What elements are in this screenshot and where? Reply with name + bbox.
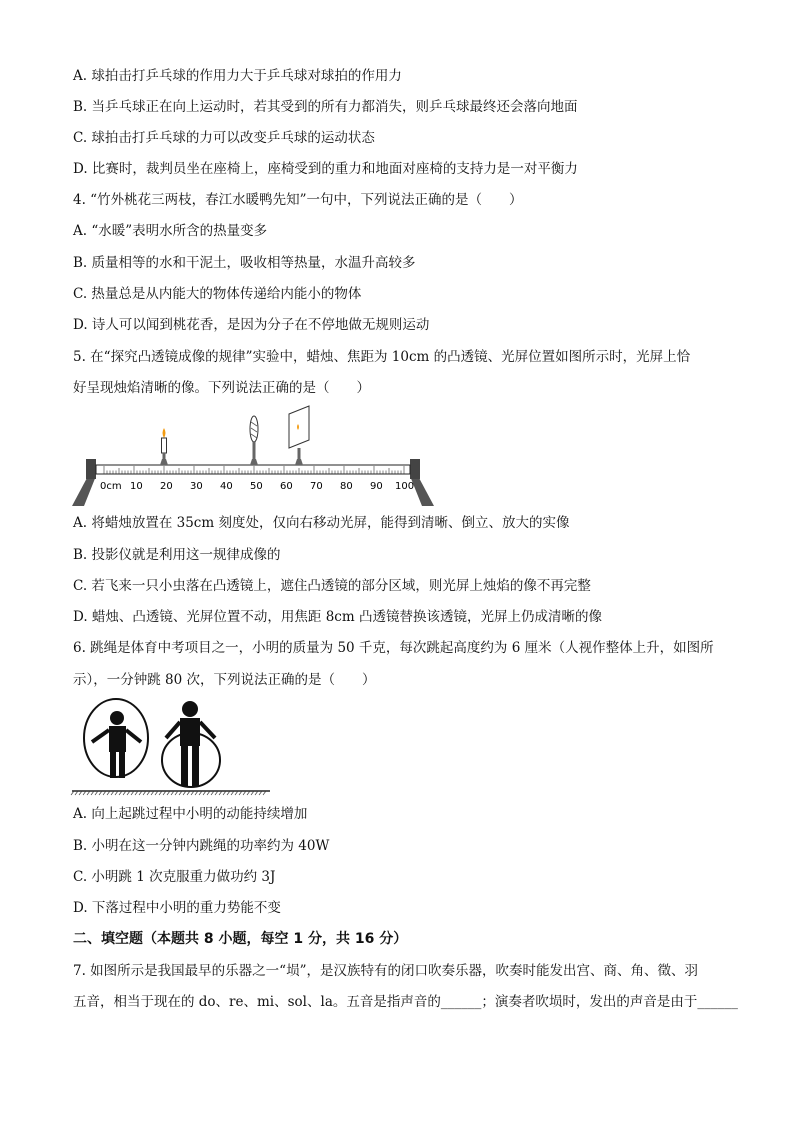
q6-stem-line2: 示），一分钟跳 80 次，下列说法正确的是（ ） (73, 672, 376, 688)
q3-option-a: A. 球拍击打乒乓球的作用力大于乒乓球对球拍的作用力 (73, 68, 402, 84)
q4-option-b: B. 质量相等的水和干泥土，吸收相等热量，水温升高较多 (73, 255, 416, 271)
bench-left-leg (72, 476, 96, 506)
q7-line2: 五音，相当于现在的 do、re、mi、sol、la。五音是指声音的______；演奏者吹埙时，发出的声音是由于______ (73, 994, 738, 1010)
q3-option-d: D. 比赛时，裁判员坐在座椅上，座椅受到的重力和地面对座椅的支持力是一对平衡力 (73, 161, 578, 177)
bench-right-end (410, 459, 420, 479)
ruler-label-10: 10 (130, 481, 143, 492)
ruler-label-30: 30 (190, 481, 203, 492)
q6-option-a: A. 向上起跳过程中小明的动能持续增加 (73, 806, 308, 822)
ruler-label-20: 20 (160, 481, 173, 492)
optical-bench-figure (70, 402, 440, 510)
bench-left-end (86, 459, 96, 479)
q5-option-b: B. 投影仪就是利用这一规律成像的 (73, 547, 281, 563)
ruler-label-90: 90 (370, 481, 383, 492)
ruler-label-50: 50 (250, 481, 263, 492)
q3-option-b: B. 当乒乓球正在向上运动时，若其受到的所有力都消失，则乒乓球最终还会落向地面 (73, 99, 578, 115)
q6-option-b: B. 小明在这一分钟内跳绳的功率约为 40W (73, 838, 330, 854)
q4-option-c: C. 热量总是从内能大的物体传递给内能小的物体 (73, 286, 362, 302)
jumper-rope-over-head (84, 699, 148, 778)
ruler-label-40: 40 (220, 481, 233, 492)
q6-option-d: D. 下落过程中小明的重力势能不变 (73, 900, 281, 916)
q4-stem: 4. “竹外桃花三两枝，春江水暖鸭先知”一句中，下列说法正确的是（ ） (73, 192, 523, 208)
ruler-labels (100, 481, 414, 492)
q4-option-a: A. “水暖”表明水所含的热量变多 (73, 223, 268, 239)
convex-lens (250, 416, 258, 465)
q5-option-d: D. 蜡烛、凸透镜、光屏位置不动，用焦距 8cm 凸透镜替换该透镜，光屏上仍成清晰的像 (73, 609, 602, 625)
section2-heading: 二、填空题（本题共 8 小题，每空 1 分，共 16 分） (73, 931, 408, 947)
ruler-label-0: 0cm (100, 481, 122, 492)
candle (160, 428, 168, 465)
q5-option-a: A. 将蜡烛放置在 35cm 刻度处，仅向右移动光屏，能得到清晰、倒立、放大的实像 (73, 515, 570, 531)
ruler-label-80: 80 (340, 481, 353, 492)
q4-option-d: D. 诗人可以闻到桃花香，是因为分子在不停地做无规则运动 (73, 317, 430, 333)
jumper-rope-under-feet (162, 701, 220, 787)
q5-stem-line1: 5. 在“探究凸透镜成像的规律”实验中，蜡烛、焦距为 10cm 的凸透镜、光屏位置如图所示时，光屏上恰 (73, 349, 691, 365)
ruler-label-70: 70 (310, 481, 323, 492)
jump-rope-figure (70, 694, 280, 802)
q6-option-c: C. 小明跳 1 次克服重力做功约 3J (73, 869, 276, 885)
light-screen (289, 406, 309, 465)
q5-stem-line2: 好呈现烛焰清晰的像。下列说法正确的是（ ） (73, 380, 370, 396)
q7-line1: 7. 如图所示是我国最早的乐器之一“埙”，是汉族特有的闭口吹奏乐器，吹奏时能发出宫、商、角、徵、羽 (73, 963, 698, 979)
q3-option-c: C. 球拍击打乒乓球的力可以改变乒乓球的运动状态 (73, 130, 375, 146)
ruler-label-60: 60 (280, 481, 293, 492)
q5-option-c: C. 若飞来一只小虫落在凸透镜上，遮住凸透镜的部分区域，则光屏上烛焰的像不再完整 (73, 578, 591, 594)
q6-stem-line1: 6. 跳绳是体育中考项目之一，小明的质量为 50 千克，每次跳起高度约为 6 厘米（人视作整体上升，如图所 (73, 640, 714, 656)
ruler-label-100: 100 (395, 481, 415, 492)
